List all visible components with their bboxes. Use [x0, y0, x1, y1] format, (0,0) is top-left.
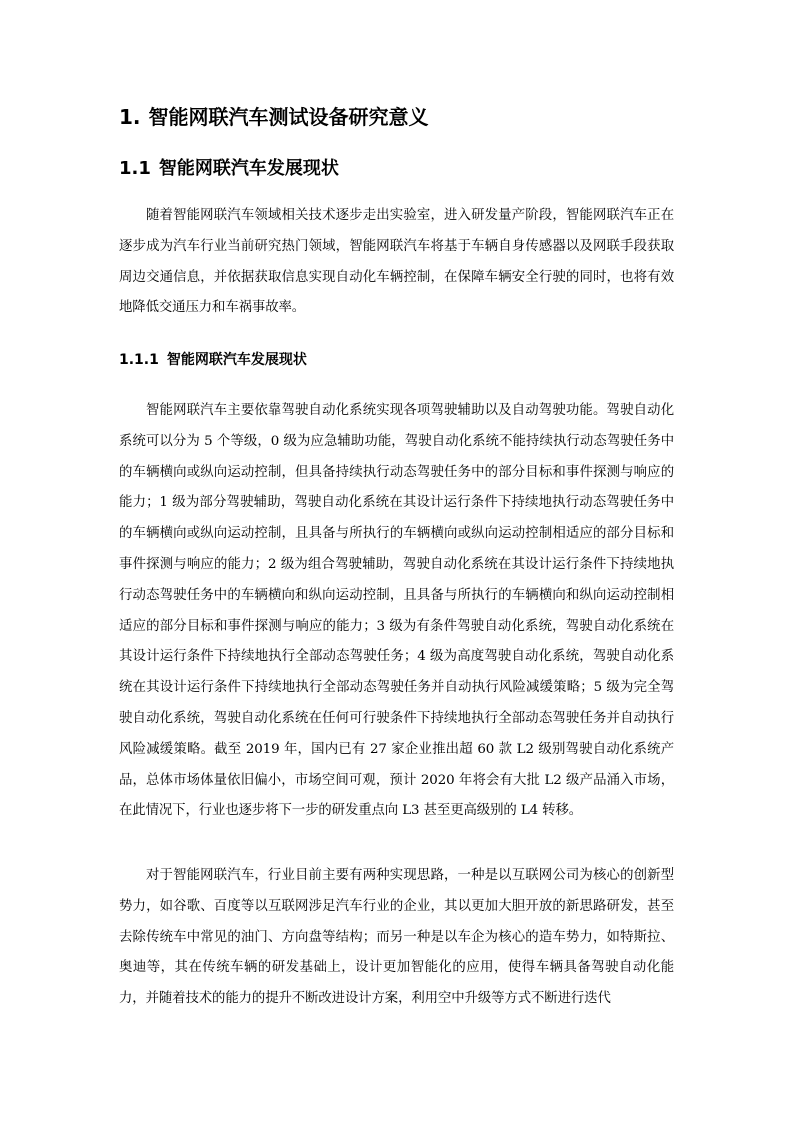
section-title: 智能网联汽车测试设备研究意义	[148, 105, 429, 129]
paragraph-implementation-approaches: 对于智能网联汽车，行业目前主要有两种实现思路，一种是以互联网公司为核心的创新型势力，如谷歌、百度等以互联网涉足汽车行业的企业，其以更加大胆开放的新思路研发，甚至去除传统车中常见的油门、方向盘等结构；而另一种是以车企为核心的造车势力，如特斯拉、奥迪等，其在传统车辆的研发基础上，设计更加智能化的应用，使得车辆具备驾驶自动化能力，并随着技术的能力的提升不断改进设计方案，利用空中升级等方式不断进行迭代	[119, 868, 674, 1007]
paragraph-automation-levels: 智能网联汽车主要依靠驾驶自动化系统实现各项驾驶辅助以及自动驾驶功能。驾驶自动化系统可以分为 5 个等级，0 级为应急辅助功能，驾驶自动化系统不能持续执行动态驾驶任务中的车辆横向或纵向运动控制，但具备持续执行动态驾驶任务中的部分目标和事件探测与响应的能力；1 级为部分驾驶辅助，驾驶自动化系统在其设计运行条件下持续地执行动态驾驶任务中的车辆横向或纵向运动控制，且具备与所执行的车辆横向或纵向运动控制相适应的部分目标和事件探测与响应的能力；2 级为组合驾驶辅助，驾驶自动化系统在其设计运行条件下持续地执行动态驾驶任务中的车辆横向和纵向运动控制，且具备与所执行的车辆横向和纵向运动控制相适应的部分目标和事件探测与响应的能力；3 级为有条件驾驶自动化系统，驾驶自动化系统在其设计运行条件下持续地执行全部动态驾驶任务；4 级为高度驾驶自动化系统，驾驶自动化系统在其设计运行条件下持续地执行全部动态驾驶任务并自动执行风险减缓策略；5 级为完全驾驶自动化系统，驾驶自动化系统在任何可行驶条件下持续地执行全部动态驾驶任务并自动执行风险减缓策略。截至 2019 年，国内已有 27 家企业推出超 60 款 L2 级别驾驶自动化系统产品，总体市场体量依旧偏小，市场空间可观，预计 2020 年将会有大批 L2 级产品涌入市场，在此情况下，行业也逐步将下一步的研发重点向 L3 甚至更高级别的 L4 转移。	[119, 403, 674, 819]
subsubsection-title: 智能网联汽车发展现状	[166, 352, 307, 368]
subsection-heading	[119, 153, 679, 185]
subsection-number: 1.1	[119, 158, 151, 179]
subsubsection-heading	[119, 345, 679, 375]
paragraph-intro: 随着智能网联汽车领域相关技术逐步走出实验室，进入研发量产阶段，智能网联汽车正在逐步成为汽车行业当前研究热门领域，智能网联汽车将基于车辆自身传感器以及网联手段获取周边交通信息，并依据获取信息实现自动化车辆控制，在保障车辆安全行驶的同时，也将有效地降低交通压力和车祸事故率。	[119, 208, 674, 316]
subsubsection-number: 1.1.1	[119, 352, 159, 368]
subsection-title: 智能网联汽车发展现状	[158, 158, 339, 179]
section-heading	[119, 101, 679, 133]
section-number: 1.	[119, 105, 141, 129]
